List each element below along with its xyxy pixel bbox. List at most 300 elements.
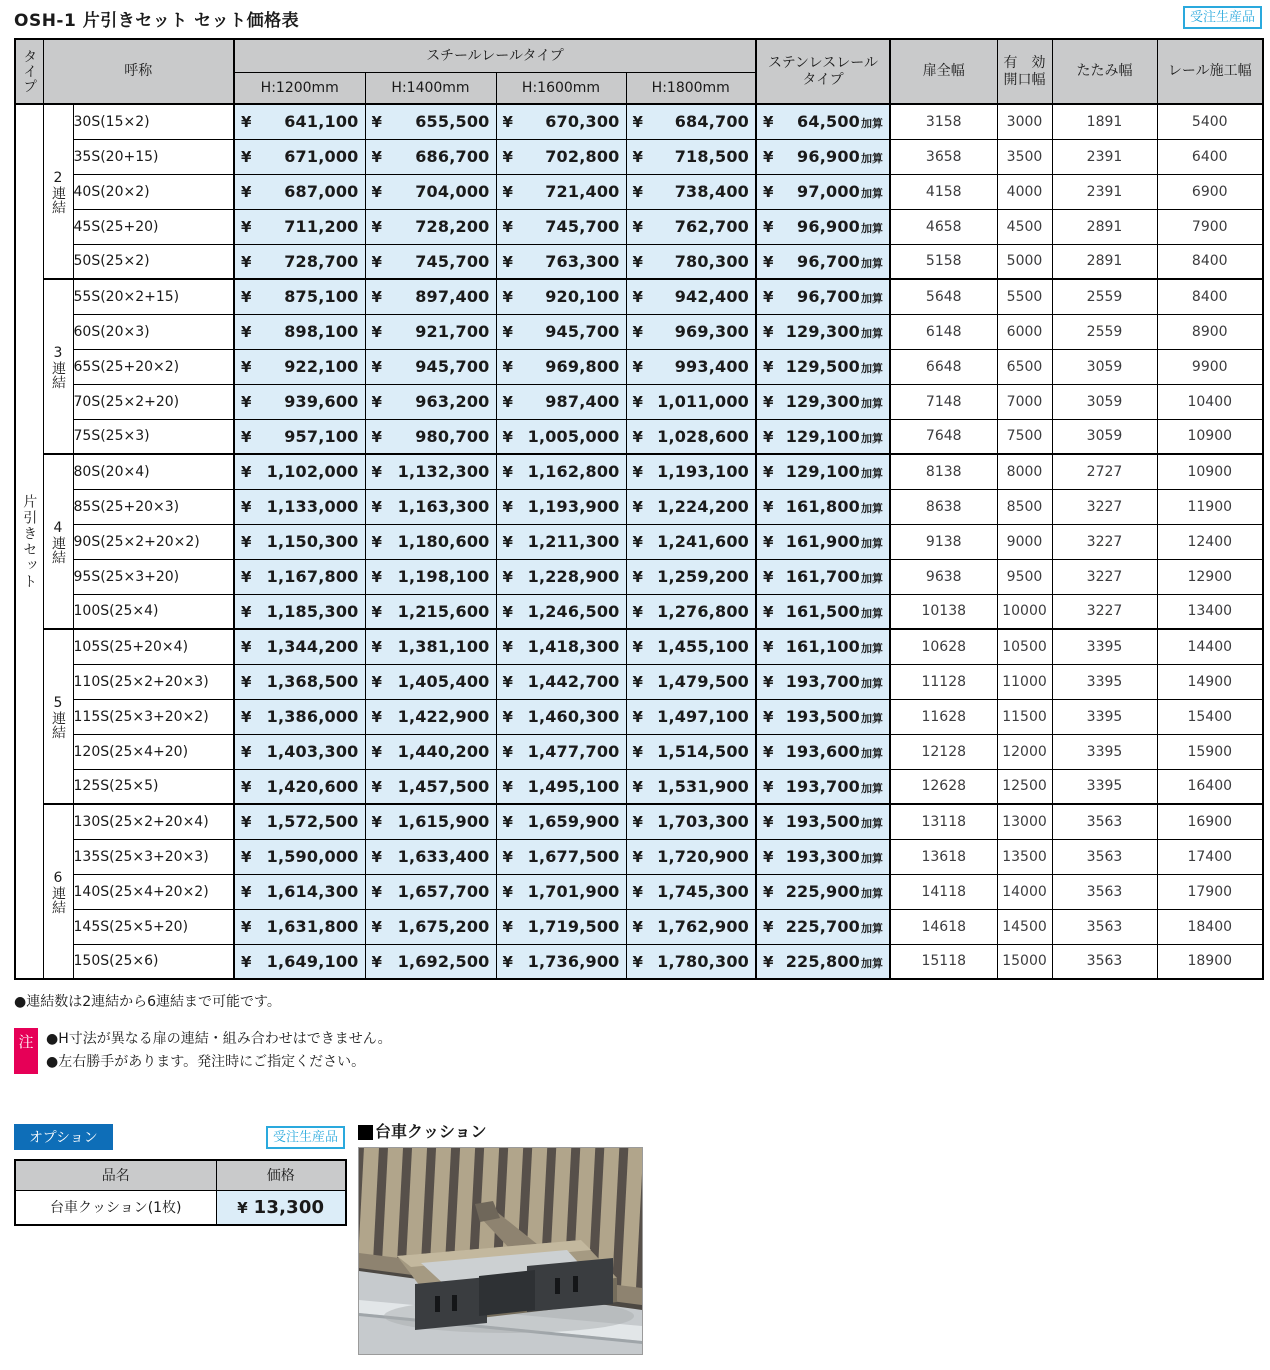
- model-name-cell: 110S(25×2+20×3): [73, 664, 234, 699]
- model-name-cell: 80S(20×4): [73, 454, 234, 489]
- add-suffix: 加算: [861, 117, 883, 131]
- price-cell-p1600: [496, 734, 626, 769]
- rail-width-cell: 10400: [1157, 384, 1263, 419]
- table-row: [15, 139, 1263, 174]
- yen-sign: ¥: [241, 777, 252, 796]
- price-cell-stainless: [756, 244, 890, 279]
- model-name-cell: 45S(25+20): [73, 209, 234, 244]
- option-row: [15, 1190, 346, 1225]
- price-amount: 1,246,500: [527, 601, 620, 621]
- add-suffix: 加算: [861, 256, 883, 270]
- price-cell-p1200: [234, 734, 365, 769]
- title-row: [14, 6, 1262, 31]
- price-amount: 1,495,100: [527, 776, 620, 796]
- yen-sign: ¥: [632, 533, 643, 551]
- price-cell-p1200: [234, 909, 365, 944]
- yen-sign: ¥: [371, 252, 382, 271]
- price-cell-stainless: [756, 209, 890, 244]
- price-amount: 1,531,900: [657, 776, 749, 796]
- yen-sign: ¥: [632, 918, 643, 936]
- price-amount: 922,100: [284, 357, 359, 376]
- table-row: [15, 524, 1263, 559]
- table-row: [15, 769, 1263, 804]
- caution-note: [14, 1028, 1262, 1074]
- rail-width-cell: 5400: [1157, 104, 1263, 139]
- add-suffix: 加算: [861, 152, 883, 165]
- yen-sign: ¥: [763, 393, 774, 411]
- dolly-cushion-photo: [358, 1147, 643, 1355]
- price-cell-p1200: [234, 314, 365, 349]
- price-amount: 1,692,500: [397, 951, 490, 971]
- add-suffix: 加算: [861, 537, 883, 550]
- price-cell-stainless: [756, 769, 890, 804]
- model-name-cell: 150S(25×6): [73, 944, 234, 979]
- price-amount: 1,455,100: [657, 637, 749, 657]
- folding-width-cell: 1891: [1052, 104, 1157, 139]
- option-col-price: 価格: [216, 1160, 346, 1190]
- door-width-cell: 6148: [890, 314, 997, 349]
- price-cell-p1400: [365, 909, 496, 944]
- folding-width-cell: 2391: [1052, 139, 1157, 174]
- yen-sign: ¥: [632, 813, 643, 832]
- yen-sign: ¥: [763, 918, 774, 936]
- model-name-cell: 65S(25+20×2): [73, 349, 234, 384]
- price-amount: 1,005,000: [527, 426, 620, 446]
- table-row: [15, 279, 1263, 314]
- yen-sign: ¥: [502, 323, 513, 341]
- price-cell-p1800: [626, 769, 756, 804]
- price-cell-stainless: [756, 594, 890, 629]
- price-cell-p1200: [234, 629, 365, 664]
- price-amount: 64,500: [797, 112, 860, 132]
- opening-width-header: [997, 39, 1052, 104]
- opening-width-cell: 3000: [997, 104, 1052, 139]
- caution-badge: 注: [14, 1028, 38, 1074]
- yen-sign: ¥: [371, 813, 382, 832]
- folding-width-cell: 3227: [1052, 594, 1157, 629]
- price-cell-stainless: [756, 314, 890, 349]
- price-cell-p1200: [234, 944, 365, 979]
- price-cell-p1200: [234, 349, 365, 384]
- add-suffix: 加算: [861, 572, 883, 585]
- price-amount: 1,162,800: [527, 462, 620, 482]
- group-label: 5連結: [43, 629, 73, 804]
- yen-sign: ¥: [502, 252, 513, 271]
- price-amount: 780,300: [674, 251, 749, 271]
- yen-sign: ¥: [241, 358, 252, 376]
- yen-sign: ¥: [371, 708, 382, 726]
- table-row: [15, 839, 1263, 874]
- price-cell-p1800: [626, 559, 756, 594]
- price-amount: 1,572,500: [266, 812, 359, 832]
- yen-sign: ¥: [241, 498, 252, 516]
- model-name-cell: 55S(20×2+15): [73, 279, 234, 314]
- price-amount: 1,614,300: [266, 882, 359, 901]
- price-amount: 1,132,300: [397, 462, 490, 482]
- option-table: [14, 1159, 347, 1226]
- door-width-cell: 9638: [890, 559, 997, 594]
- yen-sign: ¥: [371, 183, 382, 201]
- yen-sign: ¥: [502, 533, 513, 551]
- price-amount: 1,701,900: [527, 882, 620, 901]
- rail-width-cell: 14900: [1157, 664, 1263, 699]
- price-amount: 1,344,200: [266, 637, 359, 657]
- price-amount: 1,368,500: [266, 672, 359, 691]
- door-width-cell: 5648: [890, 279, 997, 314]
- price-amount: 641,100: [284, 112, 359, 132]
- price-amount: 129,500: [785, 357, 860, 376]
- price-amount: 686,700: [415, 147, 490, 166]
- price-cell-p1800: [626, 664, 756, 699]
- yen-sign: ¥: [632, 777, 643, 796]
- price-amount: 1,150,300: [266, 532, 359, 551]
- folding-width-cell: 3563: [1052, 839, 1157, 874]
- folding-width-header: たたみ幅: [1052, 39, 1157, 104]
- price-cell-p1600: [496, 944, 626, 979]
- yen-sign: ¥: [241, 148, 252, 166]
- add-suffix: 加算: [861, 852, 883, 865]
- door-width-cell: 4158: [890, 174, 997, 209]
- price-cell-p1400: [365, 174, 496, 209]
- table-row: [15, 384, 1263, 419]
- yen-sign: ¥: [763, 252, 774, 271]
- yen-sign: ¥: [241, 252, 252, 271]
- yen-sign: ¥: [502, 218, 513, 236]
- yen-sign: ¥: [241, 848, 252, 866]
- option-item-name: 台車クッション(1枚): [15, 1190, 216, 1225]
- price-cell-p1400: [365, 314, 496, 349]
- yen-sign: ¥: [502, 848, 513, 866]
- opening-width-cell: 11000: [997, 664, 1052, 699]
- yen-sign: ¥: [632, 498, 643, 516]
- add-suffix: 加算: [861, 712, 883, 725]
- made-to-order-badge: 受注生産品: [1183, 6, 1262, 29]
- price-cell-p1400: [365, 384, 496, 419]
- price-amount: 963,200: [415, 392, 490, 411]
- yen-sign: ¥: [371, 427, 382, 446]
- price-amount: 898,100: [284, 322, 359, 341]
- price-amount: 1,720,900: [657, 847, 749, 866]
- price-cell-p1400: [365, 524, 496, 559]
- price-cell-p1200: [234, 489, 365, 524]
- yen-sign: ¥: [632, 602, 643, 621]
- add-suffix: 加算: [861, 677, 883, 690]
- price-amount: 193,500: [785, 812, 860, 832]
- price-cell-p1200: [234, 769, 365, 804]
- price-amount: 161,500: [785, 601, 860, 621]
- price-cell-stainless: [756, 559, 890, 594]
- yen-sign: ¥: [632, 568, 643, 586]
- add-suffix: 加算: [861, 922, 883, 935]
- yen-sign: ¥: [502, 113, 513, 132]
- price-cell-stainless: [756, 874, 890, 909]
- folding-width-cell: 2391: [1052, 174, 1157, 209]
- price-cell-p1200: [234, 839, 365, 874]
- price-cell-p1200: [234, 454, 365, 489]
- model-name-cell: 105S(25+20×4): [73, 629, 234, 664]
- price-cell-stainless: [756, 629, 890, 664]
- price-cell-p1400: [365, 699, 496, 734]
- yen-sign: ¥: [502, 918, 513, 936]
- price-amount: 969,800: [545, 357, 620, 376]
- yen-sign: ¥: [632, 952, 643, 971]
- yen-sign: ¥: [371, 288, 382, 307]
- yen-sign: ¥: [241, 183, 252, 201]
- price-amount: 945,700: [415, 357, 490, 376]
- table-row: [15, 104, 1263, 139]
- door-width-cell: 8638: [890, 489, 997, 524]
- steel-rail-group-header: スチールレールタイプ: [234, 39, 756, 72]
- price-amount: 702,800: [545, 147, 620, 166]
- yen-sign: ¥: [632, 638, 643, 657]
- price-amount: 1,497,100: [657, 707, 749, 726]
- yen-sign: ¥: [763, 813, 774, 832]
- price-cell-p1800: [626, 594, 756, 629]
- price-cell-stainless: [756, 909, 890, 944]
- yen-sign: ¥: [632, 323, 643, 341]
- steel-height-header-1800: H:1800mm: [626, 72, 756, 104]
- door-width-cell: 3658: [890, 139, 997, 174]
- door-width-cell: 4658: [890, 209, 997, 244]
- price-amount: 193,300: [785, 847, 860, 866]
- yen-sign: ¥: [241, 393, 252, 411]
- table-row: [15, 419, 1263, 454]
- price-amount: 1,659,900: [527, 812, 620, 832]
- steel-height-header-1600: H:1600mm: [496, 72, 626, 104]
- yen-sign: ¥: [237, 1198, 248, 1217]
- model-name-cell: 85S(25+20×3): [73, 489, 234, 524]
- price-cell-p1400: [365, 594, 496, 629]
- price-cell-stainless: [756, 104, 890, 139]
- rail-width-cell: 7900: [1157, 209, 1263, 244]
- price-amount: 920,100: [545, 287, 620, 307]
- caution-line-2: ●左右勝手があります。発注時にご指定ください。: [46, 1054, 366, 1070]
- table-row: [15, 804, 1263, 839]
- yen-sign: ¥: [632, 848, 643, 866]
- price-cell-p1400: [365, 874, 496, 909]
- yen-sign: ¥: [502, 427, 513, 446]
- price-amount: 1,403,300: [266, 742, 359, 761]
- option-made-to-order-badge: 受注生産品: [266, 1126, 345, 1149]
- model-name-cell: 120S(25×4+20): [73, 734, 234, 769]
- price-cell-p1200: [234, 209, 365, 244]
- yen-sign: ¥: [502, 288, 513, 307]
- model-name-cell: 135S(25×3+20×3): [73, 839, 234, 874]
- stainless-header-line1: ステンレスレール: [768, 55, 878, 72]
- door-width-cell: 14618: [890, 909, 997, 944]
- price-amount: 193,700: [785, 776, 860, 796]
- yen-sign: ¥: [763, 602, 774, 621]
- price-amount: 993,400: [674, 357, 749, 376]
- table-row: [15, 559, 1263, 594]
- price-amount: 1,198,100: [397, 567, 490, 586]
- price-amount: 745,700: [415, 251, 490, 271]
- price-amount: 987,400: [545, 392, 620, 411]
- price-amount: 1,381,100: [397, 637, 490, 657]
- model-name-cell: 145S(25×5+20): [73, 909, 234, 944]
- add-suffix: 加算: [861, 747, 883, 760]
- opening-width-cell: 4000: [997, 174, 1052, 209]
- yen-sign: ¥: [371, 148, 382, 166]
- folding-width-cell: 3227: [1052, 559, 1157, 594]
- price-amount: 921,700: [415, 322, 490, 341]
- opening-width-cell: 3500: [997, 139, 1052, 174]
- price-amount: 1,440,200: [397, 742, 490, 761]
- yen-sign: ¥: [502, 148, 513, 166]
- model-name-cell: 125S(25×5): [73, 769, 234, 804]
- yen-sign: ¥: [763, 883, 774, 901]
- price-cell-stainless: [756, 839, 890, 874]
- yen-sign: ¥: [371, 218, 382, 236]
- door-width-cell: 13618: [890, 839, 997, 874]
- group-label: 3連結: [43, 279, 73, 454]
- price-cell-p1200: [234, 104, 365, 139]
- price-cell-p1800: [626, 454, 756, 489]
- model-name-cell: 140S(25×4+20×2): [73, 874, 234, 909]
- opening-width-cell: 13500: [997, 839, 1052, 874]
- price-amount: 718,500: [674, 147, 749, 166]
- price-amount: 1,514,500: [657, 742, 749, 761]
- door-width-cell: 8138: [890, 454, 997, 489]
- price-cell-p1800: [626, 279, 756, 314]
- price-cell-p1400: [365, 559, 496, 594]
- add-suffix: 加算: [861, 327, 883, 340]
- price-amount: 738,400: [674, 182, 749, 201]
- yen-sign: ¥: [502, 952, 513, 971]
- door-width-cell: 12628: [890, 769, 997, 804]
- price-cell-p1600: [496, 384, 626, 419]
- price-cell-p1800: [626, 874, 756, 909]
- folding-width-cell: 2559: [1052, 314, 1157, 349]
- yen-sign: ¥: [502, 708, 513, 726]
- price-amount: 980,700: [415, 426, 490, 446]
- price-cell-stainless: [756, 699, 890, 734]
- price-amount: 670,300: [545, 112, 620, 132]
- model-name-cell: 75S(25×3): [73, 419, 234, 454]
- table-row: [15, 909, 1263, 944]
- door-width-cell: 10628: [890, 629, 997, 664]
- opening-width-cell: 10000: [997, 594, 1052, 629]
- note-connect-range: ●連結数は2連結から6連結まで可能です。: [14, 994, 281, 1010]
- yen-sign: ¥: [371, 952, 382, 971]
- table-row: [15, 314, 1263, 349]
- opening-width-cell: 5500: [997, 279, 1052, 314]
- rail-width-cell: 8400: [1157, 279, 1263, 314]
- yen-sign: ¥: [371, 393, 382, 411]
- stainless-rail-header: [756, 39, 890, 104]
- price-cell-p1600: [496, 174, 626, 209]
- price-amount: 225,700: [785, 917, 860, 936]
- model-name-cell: 50S(25×2): [73, 244, 234, 279]
- price-amount: 1,631,800: [266, 917, 359, 936]
- price-amount: 193,600: [785, 742, 860, 761]
- option-badge: オプション: [14, 1124, 113, 1150]
- price-cell-p1400: [365, 804, 496, 839]
- price-cell-stainless: [756, 664, 890, 699]
- price-cell-p1600: [496, 804, 626, 839]
- add-suffix: 加算: [861, 292, 883, 306]
- price-amount: 687,000: [284, 182, 359, 201]
- yen-sign: ¥: [763, 358, 774, 376]
- price-amount: 161,700: [785, 567, 860, 586]
- door-width-cell: 13118: [890, 804, 997, 839]
- price-amount: 1,224,200: [657, 497, 749, 516]
- price-amount: 129,300: [785, 322, 860, 341]
- yen-sign: ¥: [371, 638, 382, 657]
- price-amount: 1,442,700: [527, 672, 620, 691]
- price-cell-p1800: [626, 944, 756, 979]
- price-amount: 1,477,700: [527, 742, 620, 761]
- yen-sign: ¥: [763, 113, 774, 132]
- yen-sign: ¥: [502, 183, 513, 201]
- price-cell-p1800: [626, 524, 756, 559]
- model-name-cell: 90S(25×2+20×2): [73, 524, 234, 559]
- price-amount: 1,241,600: [657, 532, 749, 551]
- price-cell-p1400: [365, 279, 496, 314]
- price-amount: 1,215,600: [397, 601, 490, 621]
- folding-width-cell: 2727: [1052, 454, 1157, 489]
- yen-sign: ¥: [371, 463, 382, 482]
- price-cell-p1400: [365, 104, 496, 139]
- yen-sign: ¥: [502, 568, 513, 586]
- folding-width-cell: 3563: [1052, 804, 1157, 839]
- price-amount: 1,259,200: [657, 567, 749, 586]
- yen-sign: ¥: [371, 883, 382, 901]
- price-amount: 1,719,500: [527, 917, 620, 936]
- price-amount: 721,400: [545, 182, 620, 201]
- price-cell-p1600: [496, 279, 626, 314]
- yen-sign: ¥: [241, 427, 252, 446]
- price-amount: 1,276,800: [657, 601, 749, 621]
- add-suffix: 加算: [861, 956, 883, 970]
- price-amount: 161,900: [785, 532, 860, 551]
- price-amount: 1,102,000: [266, 462, 359, 482]
- price-amount: 1,422,900: [397, 707, 490, 726]
- yen-sign: ¥: [241, 602, 252, 621]
- opening-width-cell: 7000: [997, 384, 1052, 419]
- price-cell-p1200: [234, 279, 365, 314]
- price-cell-p1800: [626, 244, 756, 279]
- photo-section-title: [358, 1124, 643, 1140]
- door-width-cell: 7648: [890, 419, 997, 454]
- price-cell-p1200: [234, 524, 365, 559]
- price-amount: 97,000: [797, 182, 860, 201]
- price-amount: 957,100: [284, 426, 359, 446]
- yen-sign: ¥: [371, 113, 382, 132]
- opening-width-header-line1: 有 効: [1003, 55, 1046, 72]
- table-row: [15, 874, 1263, 909]
- add-suffix: 加算: [861, 362, 883, 375]
- price-amount: 1,657,700: [397, 882, 490, 901]
- price-amount: 129,100: [785, 426, 860, 446]
- folding-width-cell: 3563: [1052, 909, 1157, 944]
- price-cell-stainless: [756, 139, 890, 174]
- page-title: OSH-1 片引きセット セット価格表: [14, 11, 300, 31]
- price-cell-p1400: [365, 419, 496, 454]
- door-width-cell: 11628: [890, 699, 997, 734]
- yen-sign: ¥: [241, 638, 252, 657]
- price-amount: 225,800: [785, 951, 860, 971]
- price-amount: 225,900: [785, 882, 860, 901]
- yen-sign: ¥: [241, 708, 252, 726]
- price-amount: 939,600: [284, 392, 359, 411]
- rail-width-header: レール施工幅: [1157, 39, 1263, 104]
- yen-sign: ¥: [371, 918, 382, 936]
- yen-sign: ¥: [632, 708, 643, 726]
- price-amount: 1,460,300: [527, 707, 620, 726]
- price-amount: 762,700: [674, 217, 749, 236]
- yen-sign: ¥: [241, 323, 252, 341]
